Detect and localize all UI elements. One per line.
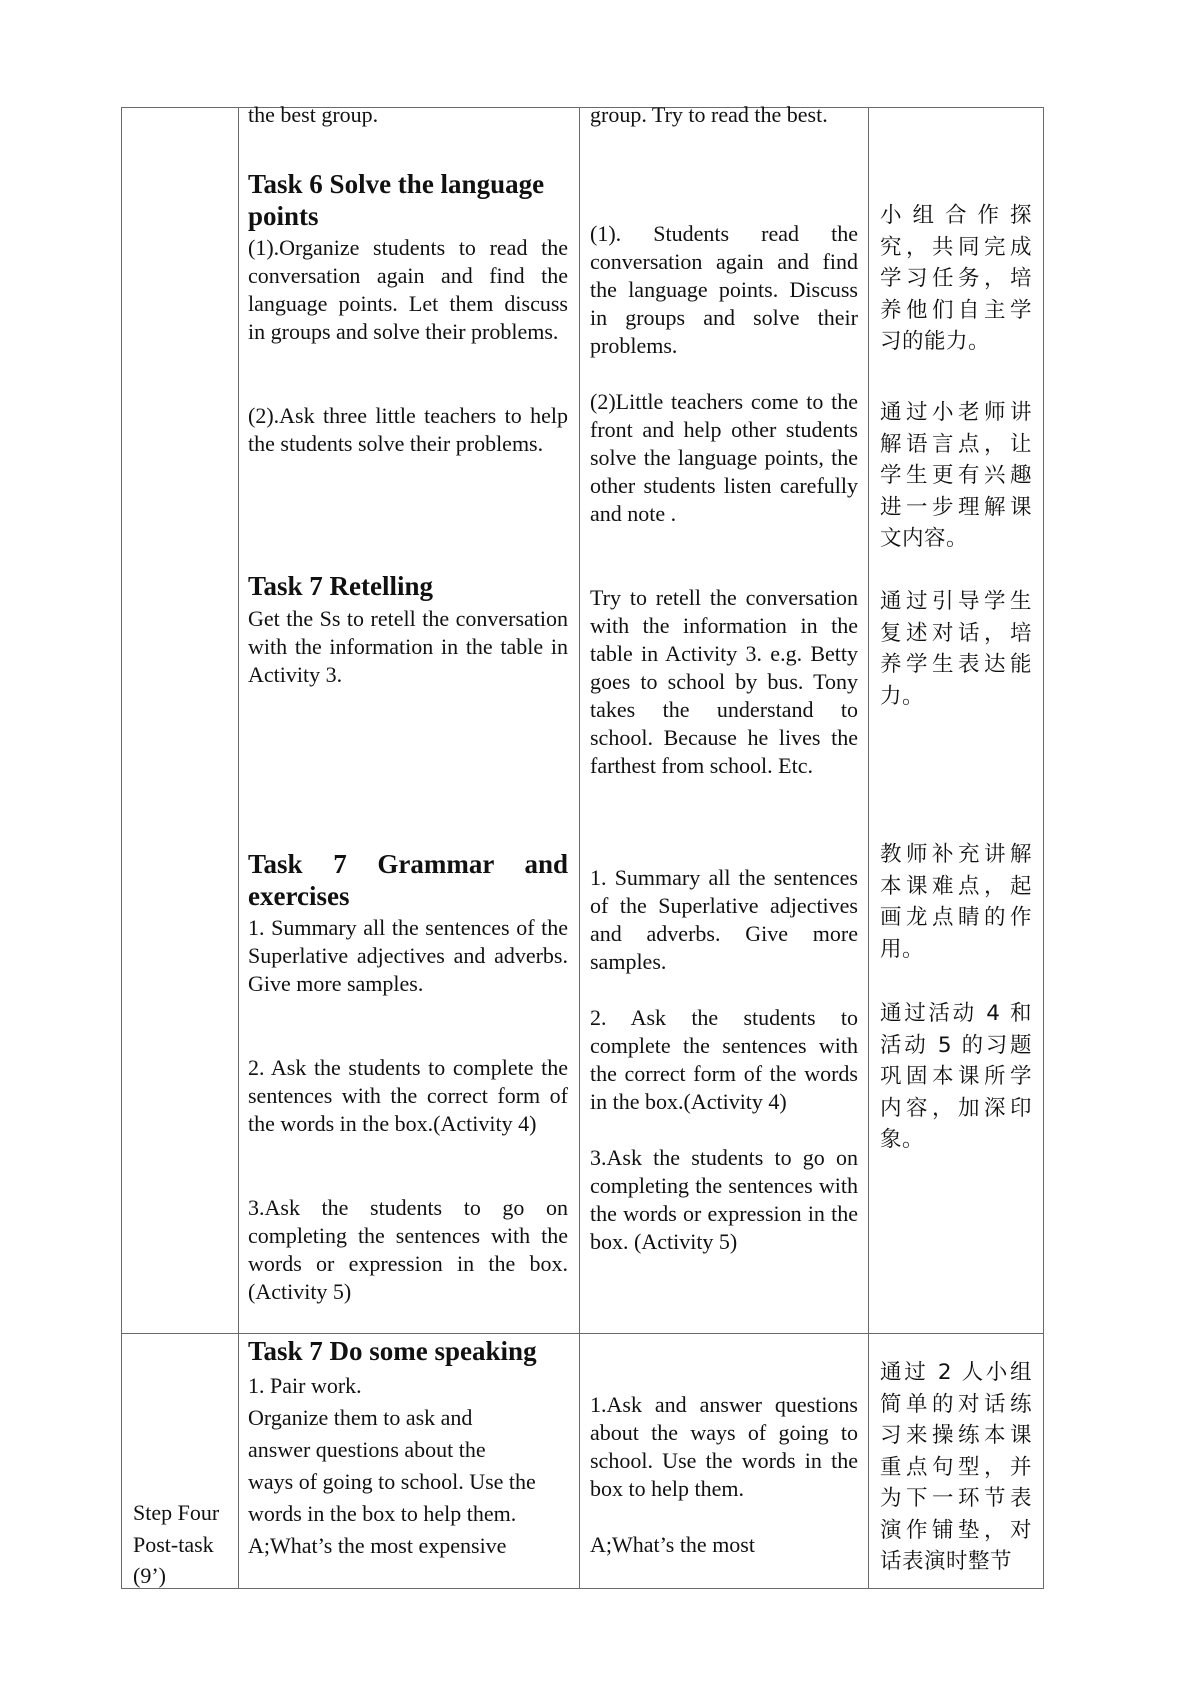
task6-heading: Task 6 Solve the language points bbox=[248, 169, 545, 231]
teacher-activity-cell bbox=[239, 1334, 580, 1589]
student-speaking-dialogue: A;What’s the most bbox=[590, 1532, 755, 1557]
task7-grammar-heading: Task 7 Grammar and exercises bbox=[248, 849, 568, 911]
table-row bbox=[122, 1334, 1044, 1589]
step-duration: (9’) bbox=[133, 1563, 166, 1588]
task7-speaking-heading: Task 7 Do some speaking bbox=[248, 1336, 537, 1366]
lesson-plan-table bbox=[121, 102, 1044, 1589]
purpose-paragraph-5: 通过活动 4 和活动 5 的习题巩固本课所学内容，加深印象。 bbox=[880, 1001, 1032, 1152]
student-activity-cell bbox=[580, 1334, 869, 1589]
speaking-line-3: answer questions about the bbox=[248, 1437, 486, 1462]
grammar-paragraph-2: 2. Ask the students to complete the sentences with the correct form of the words in the box.(Activity 4) bbox=[248, 1055, 568, 1136]
step-cell bbox=[122, 1334, 239, 1589]
grammar-paragraph-1: 1. Summary all the sentences of the Superlative adjectives and adverbs. Give more samples. bbox=[248, 915, 568, 996]
speaking-line-2: Organize them to ask and bbox=[248, 1405, 473, 1430]
student-paragraph-2: (2)Little teachers come to the front and help other students solve the language points, the other students listen carefully and note . bbox=[590, 389, 858, 526]
student-paragraph-5: 2. Ask the students to complete the sentences with the correct form of the words in the box.(Activity 4) bbox=[590, 1005, 858, 1114]
step-title: Step Four bbox=[133, 1500, 220, 1525]
task6-paragraph-2: (2).Ask three little teachers to help the students solve their problems. bbox=[248, 403, 568, 456]
teacher-activity-cell bbox=[239, 102, 580, 1334]
step-cell bbox=[122, 108, 239, 1334]
purpose-paragraph-3: 通过引导学生复述对话，培养学生表达能力。 bbox=[880, 589, 1032, 709]
purpose-cell bbox=[869, 108, 1044, 1334]
speaking-line-5: words in the box to help them. bbox=[248, 1501, 517, 1526]
task6-paragraph-1: (1).Organize students to read the conversation again and find the language points. Let them discuss in groups and solve their problems. bbox=[248, 235, 568, 344]
purpose-paragraph-2: 通过小老师讲解语言点，让学生更有兴趣进一步理解课文内容。 bbox=[880, 400, 1032, 551]
student-activity-cell bbox=[580, 102, 869, 1334]
speaking-line-1: 1. Pair work. bbox=[248, 1373, 362, 1398]
student-paragraph-4: 1. Summary all the sentences of the Superlative adjectives and adverbs. Give more samples. bbox=[590, 865, 858, 974]
step-phase: Post-task bbox=[133, 1532, 214, 1557]
task7-paragraph: Get the Ss to retell the conversation with the information in the table in Activity 3. bbox=[248, 606, 568, 687]
purpose-speaking-paragraph: 通过 2 人小组简单的对话练习来操练本课重点句型，并为下一环节表演作铺垫，对话表演时整节 bbox=[880, 1360, 1032, 1574]
table-row bbox=[122, 108, 1044, 1334]
student-top-text: group. Try to read the best. bbox=[590, 102, 828, 127]
purpose-cell bbox=[869, 1334, 1044, 1589]
speaking-line-6: A;What’s the most expensive bbox=[248, 1533, 507, 1558]
grammar-paragraph-3: 3.Ask the students to go on completing the sentences with the words or expression in the box. (Activity 5) bbox=[248, 1195, 568, 1304]
student-speaking-paragraph: 1.Ask and answer questions about the ways of going to school. Use the words in the box to help them. bbox=[590, 1392, 858, 1501]
purpose-paragraph-4: 教师补充讲解本课难点，起画龙点睛的作用。 bbox=[880, 842, 1032, 962]
student-paragraph-6: 3.Ask the students to go on completing the sentences with the words or expression in the box. (Activity 5) bbox=[590, 1145, 858, 1254]
speaking-line-4: ways of going to school. Use the bbox=[248, 1469, 536, 1494]
purpose-paragraph-1: 小组合作探究，共同完成学习任务，培养他们自主学习的能力。 bbox=[880, 203, 1032, 354]
student-paragraph-3: Try to retell the conversation with the information in the table in Activity 3. e.g. Betty goes to school by bus. Tony takes the understand to school. Because he lives the farthest from school. Etc. bbox=[590, 585, 858, 778]
teacher-top-text: the best group. bbox=[248, 102, 379, 127]
student-paragraph-1: (1). Students read the conversation again and find the language points. Discuss in groups and solve their problems. bbox=[590, 221, 858, 358]
task7-heading: Task 7 Retelling bbox=[248, 571, 434, 601]
